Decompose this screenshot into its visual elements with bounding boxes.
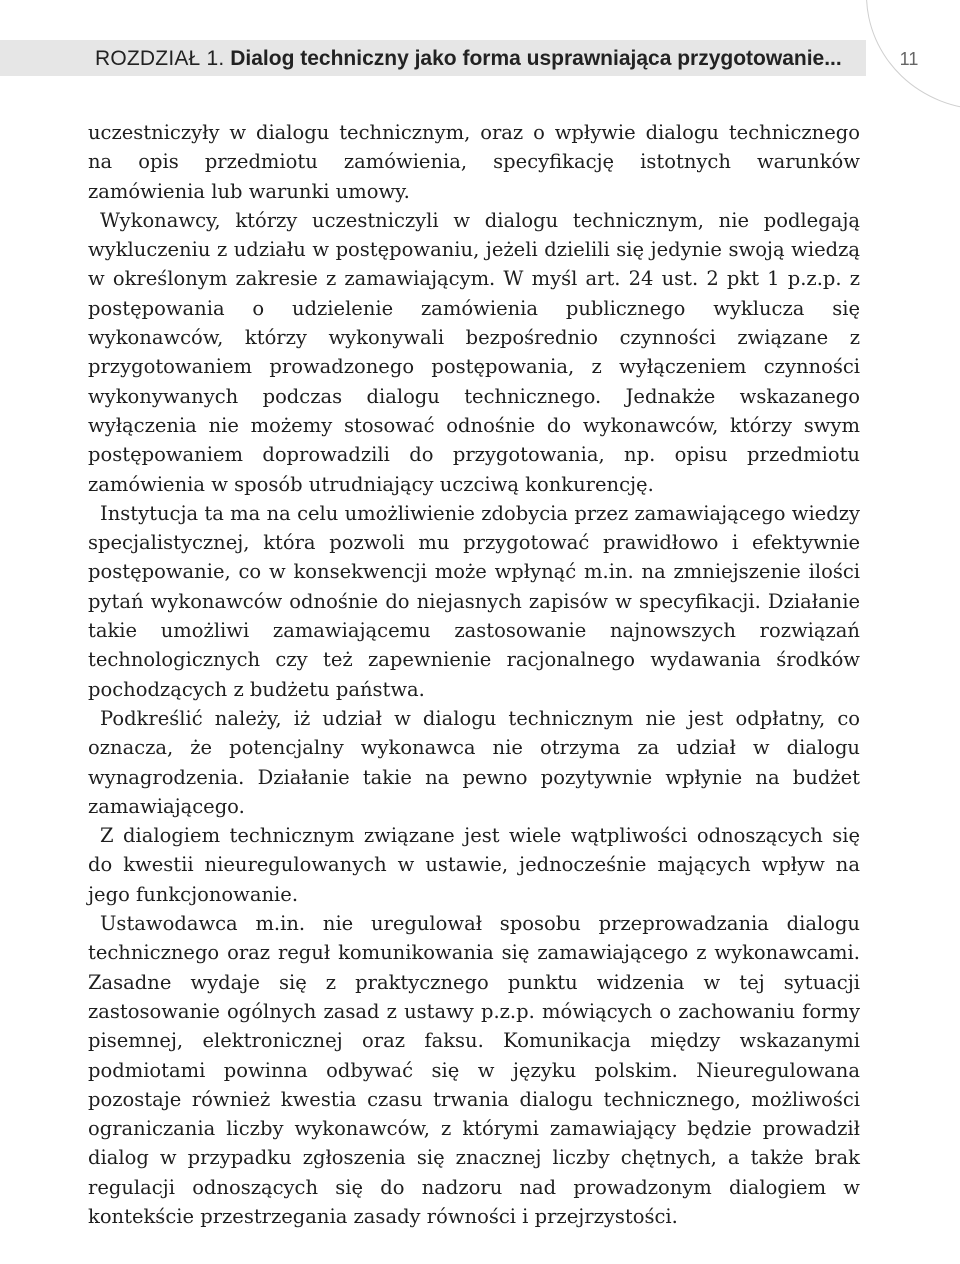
paragraph-unregulated-issues: Ustawodawca m.in. nie uregulował sposobu przeprowadzania dialogu technicznego oraz reguł komunikowania się zamawiającego z wykonawcami. Zasadne wydaje się z praktycznego punktu widzenia w tej sytuacji zastosowanie ogólnych zasad z ustawy p.z.p. mówiących o zachowaniu formy pisemnej, elektronicznej oraz faksu. Komunikacja między wskazanymi podmiotami powinna odbywać się w języku polskim. Nieuregulowana pozostaje również kwestia czasu trwania dialogu technicznego, możliwości ograniczania liczby wykonawców, z którymi zamawiający będzie prowadził dialog w przypadku zgłoszenia się znacznej liczby chętnych, a także brak regulacji odnoszących się do nadzoru nad prowadzonym dialogiem w kontekście przestrzegania zasady równości i przejrzystości. [88, 912, 860, 1228]
page-number: 11 [899, 49, 919, 69]
chapter-title: Dialog techniczny jako forma usprawniająca przygotowanie... [230, 47, 842, 70]
paragraph-continuation: uczestniczyły w dialogu technicznym, oraz o wpływie dialogu technicznego na opis przedmiotu zamówienia, specyfikację istotnych warunków zamówienia lub warunki umowy. [88, 121, 860, 203]
paragraph-doubts: Z dialogiem technicznym związane jest wiele wątpliwości odnoszących się do kwestii nieuregulowanych w ustawie, jednocześnie mających wpływ na jego funkcjonowanie. [88, 824, 860, 906]
running-header [95, 46, 842, 72]
paragraph-unpaid-participation: Podkreślić należy, iż udział w dialogu technicznym nie jest odpłatny, co oznacza, że potencjalny wykonawca nie otrzyma za udział w dialogu wynagrodzenia. Działanie takie na pewno pozytywnie wpłynie na budżet zamawiającego. [88, 706, 860, 818]
paragraph-institution-purpose: Instytucja ta ma na celu umożliwienie zdobycia przez zamawiającego wiedzy specjalistycznej, która pozwoli mu przygotować prawidłowo i efektywnie postępowanie, co w konsekwencji może wpłynąć m.in. na zmniejszenie ilości pytań wykonawców odnośnie do niejasnych zapisów w specyfikacji. Działanie takie umożliwi zamawiającemu zastosowanie najnowszych rozwiązań technologicznych czy też zapewnienie racjonalnego wydawania środków pochodzących z budżetu państwa. [88, 501, 860, 701]
body-text [88, 118, 860, 1231]
paragraph-contractors-exclusion: Wykonawcy, którzy uczestniczyli w dialogu technicznym, nie podlegają wykluczeniu z udziału w postępowaniu, jeżeli dzielili się jedynie swoją wiedzą w określonym zakresie z zamawiającym. W myśl art. 24 ust. 2 pkt 1 p.z.p. z postępowania o udzielenie zamówienia publicznego wyklucza się wykonawców, którzy wykonywali bezpośrednio czynności związane z przygotowaniem prowadzonego postępowania, z wyłączeniem czynności wykonywanych podczas dialogu technicznego. Jednakże wskazanego wyłączenia nie możemy stosować odnośnie do wykonawców, którzy swym postępowaniem doprowadzili do przygotowania, np. opisu przedmiotu zamówienia w sposób utrudniający uczciwą konkurencję. [88, 208, 860, 496]
chapter-label: ROZDZIAŁ 1. [95, 47, 225, 70]
